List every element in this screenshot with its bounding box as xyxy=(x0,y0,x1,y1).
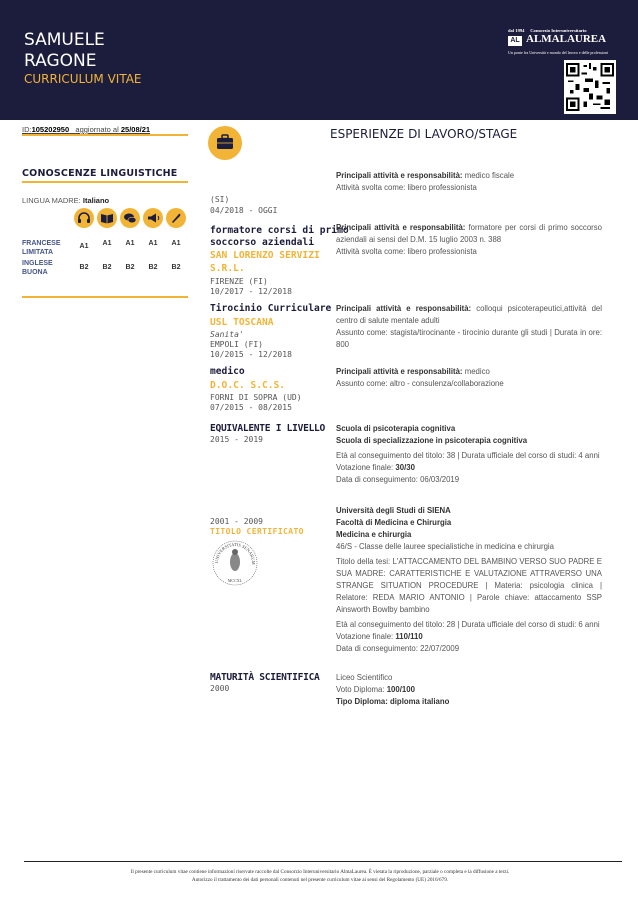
experience-4-dates: 07/2015 - 08/2015 xyxy=(210,403,292,412)
last-name: RAGONE xyxy=(24,51,97,71)
languages-heading: CONOSCENZE LINGUISTICHE xyxy=(22,168,178,179)
certified-title-label: TITOLO CERTIFICATO xyxy=(210,527,304,536)
language-name-french: FRANCESE LIMITATA xyxy=(22,240,61,256)
experience-4-role: medico xyxy=(210,366,245,377)
experience-2-description: Principali attività e responsabilità: formatore per corsi di primo soccorso aziendali ai sensi del D.M. 15 luglio 2003 n. 388 Attività svolta come: libero professionista xyxy=(336,223,602,256)
language-name-english: INGLESE BUONA xyxy=(22,260,53,276)
university-seal xyxy=(210,538,260,588)
experience-2-place: FIRENZE (FI) xyxy=(210,277,268,286)
experience-3-dates: 10/2015 - 12/2018 xyxy=(210,350,292,359)
headphones-icon xyxy=(74,208,94,228)
mother-tongue: LINGUA MADRE: Italiano xyxy=(22,196,110,205)
language-level: B2 xyxy=(79,264,89,271)
conversation-icon xyxy=(120,208,140,228)
book-icon xyxy=(97,208,117,228)
language-level: A1 xyxy=(79,243,89,250)
seal-year: MCCXL xyxy=(227,578,243,583)
specialization-level: EQUIVALENTE I LIVELLO xyxy=(210,423,325,434)
accent-divider xyxy=(22,296,188,298)
document-subtitle: CURRICULUM VITAE xyxy=(24,72,142,86)
logo-since: dal 1994 Consorzio Interuniversitario xyxy=(508,28,587,33)
experience-2-role: formatore corsi di primo xyxy=(210,225,349,236)
experience-4-description: Principali attività e responsabilità: medico Assunto come: altro - consulenza/collaborazione xyxy=(336,367,504,388)
almalaurea-logo-mark: AL xyxy=(508,36,522,46)
language-level: A1 xyxy=(148,240,158,247)
footer-privacy-note: Il presente curriculum vitae contiene informazioni riservate raccolte dal Consorzio Interuniversitario AlmaLaurea. È vietata la riproduzione, parziale o completa e la diffusione a terzi. xyxy=(130,869,510,875)
experience-3-role: Tirocinio Curriculare xyxy=(210,303,332,314)
experience-4-company: D.O.C. S.C.S. xyxy=(210,380,286,391)
experience-heading: ESPERIENZE DI LAVORO/STAGE xyxy=(330,127,518,141)
language-level: B2 xyxy=(125,264,135,271)
experience-1-place: (SI) xyxy=(210,195,230,204)
language-level: A1 xyxy=(171,240,181,247)
id-line: ID:105202950 aggiornato al 25/08/21 xyxy=(22,125,151,134)
high-school-title: MATURITÀ SCIENTIFICA xyxy=(210,672,320,683)
qr-code-pattern xyxy=(566,62,614,112)
experience-2-company: S.R.L. xyxy=(210,263,245,274)
high-school-year: 2000 xyxy=(210,684,230,693)
experience-3-company: USL TOSCANA xyxy=(210,317,274,328)
language-level: B2 xyxy=(102,264,112,271)
specialization-description: Scuola di psicoterapia cognitiva Scuola di specializzazione in psicoterapia cognitiva Età al conseguimento del titolo: 38 | Durata ufficiale del corso di studi: 4 anni Votazione finale: 30/30 Data di conseguimento: 06/03/2019 xyxy=(336,424,600,484)
briefcase-icon xyxy=(208,126,242,160)
language-level: A1 xyxy=(125,240,135,247)
logo-tagline: Un ponte fra Università e mondo del lavoro e delle professioni xyxy=(508,50,609,55)
experience-3-place: EMPOLI (FI) xyxy=(210,340,263,349)
qr-code[interactable] xyxy=(564,60,616,114)
high-school-description: Liceo Scientifico Voto Diploma: 100/100 Tipo Diploma: diploma italiano xyxy=(336,673,450,706)
almalaurea-logo: ALMALAUREA xyxy=(526,33,607,45)
experience-4-place: FORNI DI SOPRA (UD) xyxy=(210,393,302,402)
accent-divider xyxy=(22,181,188,183)
pen-icon xyxy=(166,208,186,228)
language-level: B2 xyxy=(171,264,181,271)
header-banner xyxy=(0,0,638,120)
degree-description: Università degli Studi di SIENA Facoltà di Medicina e Chirurgia Medicina e chirurgia 46/S - Classe delle lauree specialistiche in medicina e chirurgia Titolo della tesi: L'ATTACCAMENTO DEL BAMBINO VERSO SUO PADRE E SUA MADRE: CARATTERISTICHE E VALUTAZIONE ATTRAVERSO UNA STRANGE SITUATION PROCEDURE | Materia: psicologia clinica | Relatore: REDA MARIO ANTONIO | Parole chiave: attaccamento SSP Ainsworth Bowlby bambino Età al conseguimento del titolo: 28 | Durata ufficiale del corso di studi: 6 anni Votazione finale: 110/110 Data di conseguimento: 22/07/2009 xyxy=(336,506,602,653)
experience-3-description: Principali attività e responsabilità: colloqui psicoterapeutici,attività del centro di salute mentale adulti Assunto come: stagista/tirocinante - tirocinio durante gli studi | Durata in ore: 800 xyxy=(336,304,602,349)
degree-dates: 2001 - 2009 xyxy=(210,517,263,526)
language-level: A1 xyxy=(102,240,112,247)
footer-consent-note: Autorizzo il trattamento dei dati personali contenuti nel presente curriculum vitae ai sensi del Regolamento (UE) 2016/679. xyxy=(191,877,449,883)
accent-divider xyxy=(22,134,188,136)
experience-3-sector: Sanita' xyxy=(210,330,244,339)
experience-2-company: SAN LORENZO SERVIZI xyxy=(210,250,320,261)
first-name: SAMUELE xyxy=(24,30,105,50)
footer-divider xyxy=(24,861,622,862)
specialization-dates: 2015 - 2019 xyxy=(210,435,263,444)
experience-1-description: Principali attività e responsabilità: medico fiscale Attività svolta come: libero professionista xyxy=(336,171,515,192)
language-level: B2 xyxy=(148,264,158,271)
experience-1-dates: 04/2018 - OGGI xyxy=(210,206,278,215)
experience-2-role: soccorso aziendali xyxy=(210,237,314,248)
megaphone-icon xyxy=(143,208,163,228)
experience-2-dates: 10/2017 - 12/2018 xyxy=(210,287,292,296)
seal-inscription: UNIVERSITATIS SENARUM xyxy=(213,541,257,565)
